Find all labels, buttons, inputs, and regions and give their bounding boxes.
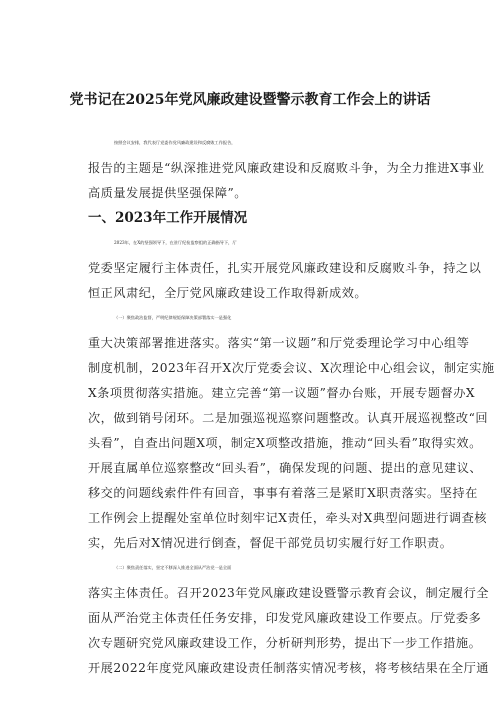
paragraph-line: 重大决策部署推进落实。落实“第一议题”和厅党委理论学习中心组等 bbox=[88, 336, 470, 350]
paragraph-line: 头看”，自查出问题X项，制定X项整改措施，推动“回头看”取得实效。 bbox=[88, 436, 482, 450]
paragraph-line: 高质量发展提供坚强保障”。 bbox=[88, 186, 247, 200]
paragraph-line: 次专题研究党风廉政建设工作，分析研判形势，提出下一步工作措施。 bbox=[88, 636, 482, 650]
paragraph-line: 面从严治党主体责任任务安排，印发党风廉政建设工作要点。厅党委多 bbox=[88, 611, 482, 625]
paragraph-line: 落实主体责任。召开2023年党风廉政建设暨警示教育会议，制定履行全 bbox=[88, 586, 489, 600]
paragraph-line: 次，做到销号闭环。二是加强巡视巡察问题整改。认真开展巡视整改“回 bbox=[88, 411, 489, 425]
paragraph-line: 报告的主题是“纵深推进党风廉政建设和反腐败斗争，为全力推进X事业 bbox=[88, 161, 485, 175]
paragraph-line: 开展直属单位巡察整改“回头看”，确保发现的问题、提出的意见建议、 bbox=[88, 461, 483, 475]
paragraph-line: 按照会议安排，我代表厅党委作党风廉政建设和反腐败工作报告， bbox=[114, 140, 236, 145]
paragraph-line: 开展2022年度党风廉政建设责任制落实情况考核，将考核结果在全厅通 bbox=[88, 661, 489, 675]
paragraph-line: 实，先后对X情况进行倒查，督促干部党员切实履行好工作职责。 bbox=[88, 536, 453, 550]
paragraph-line: 党委坚定履行主体责任，扎实开展党风廉政建设和反腐败斗争，持之以 bbox=[88, 261, 482, 275]
paragraph-line: （二）聚焦责任落实，坚定不移深入推进全面从严治党一是全面 bbox=[114, 565, 232, 570]
document-title: 党书记在2025年党风廉政建设暨警示教育工作会上的讲话 bbox=[69, 92, 431, 108]
paragraph-line: （一）聚焦政治监督，严明纪律规矩保障决策部署落实一是强化 bbox=[114, 315, 232, 320]
paragraph-line: 恒正风肃纪，全厅党风廉政建设工作取得新成效。 bbox=[88, 286, 368, 300]
paragraph-line: 2023年，在X的坚强领导下，在驻厅纪检监察组的正确指导下，厅 bbox=[114, 240, 237, 245]
paragraph-line: X条项贯彻落实措施。建立完善“第一议题”督办台账，开展专题督办X bbox=[88, 386, 476, 400]
paragraph-line: 移交的问题线索件件有回音，事事有着落三是紧盯X职责落实。坚持在 bbox=[88, 486, 478, 500]
paragraph-line: 制度机制，2023年召开X次厅党委会议、X次理论中心组会议，制定实施 bbox=[88, 361, 495, 375]
section-heading: 一、2023年工作开展情况 bbox=[88, 210, 248, 226]
paragraph-line: 工作例会上提醒处室单位时刻牢记X责任，牵头对X典型问题进行调查核 bbox=[88, 511, 487, 525]
